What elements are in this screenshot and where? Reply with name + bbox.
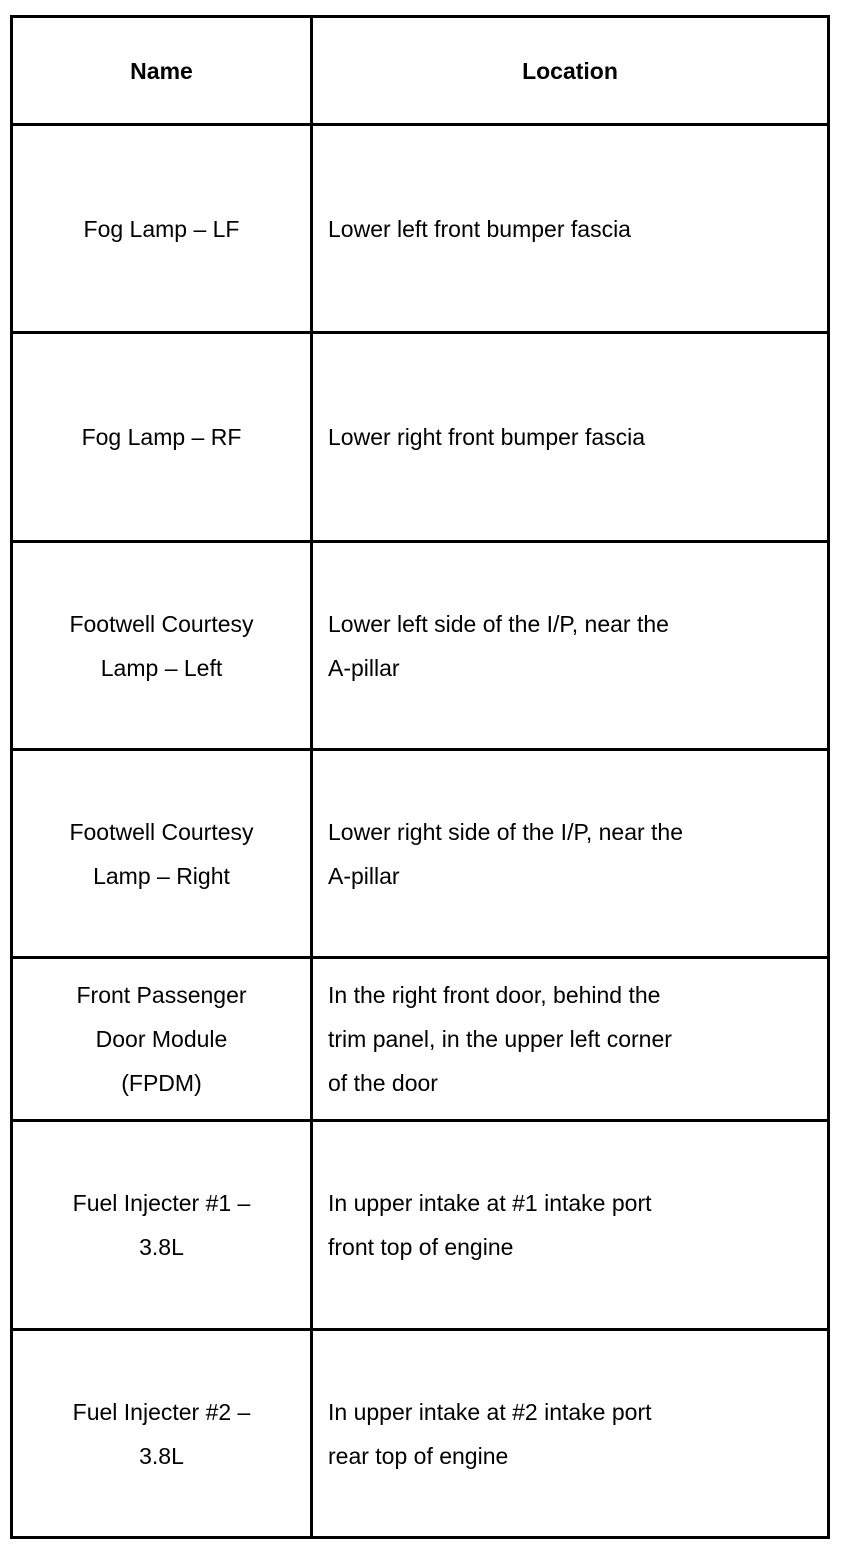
header-location: Location (312, 17, 829, 125)
table-row (12, 958, 829, 1121)
name-cell (12, 333, 312, 542)
name-cell (12, 750, 312, 958)
location-line: Lower right side of the I/P, near the (328, 818, 684, 845)
name-line: Lamp – Left (100, 654, 223, 681)
location-line: A-pillar (328, 654, 400, 681)
location-line: In upper intake at #2 intake port (328, 1398, 652, 1425)
location-cell (312, 542, 829, 750)
table-row (12, 1330, 829, 1538)
name-line: Fog Lamp – RF (81, 424, 242, 450)
table-row (12, 333, 829, 542)
location-line: rear top of engine (328, 1442, 509, 1469)
location-cell (312, 125, 829, 333)
location-line: In the right front door, behind the (328, 982, 661, 1008)
name-line: Footwell Courtesy (69, 818, 254, 845)
header-row (12, 17, 829, 125)
name-cell (12, 1121, 312, 1330)
name-line: Door Module (95, 1026, 228, 1052)
location-line: In upper intake at #1 intake port (328, 1190, 652, 1216)
name-cell (12, 125, 312, 333)
table-row (12, 542, 829, 750)
name-line: 3.8L (139, 1234, 184, 1260)
table-row (12, 1121, 829, 1330)
name-line: Front Passenger (76, 982, 247, 1008)
name-cell (12, 1330, 312, 1538)
location-cell (312, 750, 829, 958)
location-line: A-pillar (328, 862, 400, 889)
location-line: Lower right front bumper fascia (328, 424, 646, 450)
header-name: Name (12, 17, 312, 125)
name-line: Lamp – Right (93, 862, 230, 889)
location-cell (312, 1330, 829, 1538)
name-line: Footwell Courtesy (69, 610, 254, 637)
location-cell (312, 1121, 829, 1330)
name-line: Fuel Injecter #1 – (72, 1190, 251, 1216)
location-cell (312, 333, 829, 542)
table-row (12, 125, 829, 333)
name-cell (12, 542, 312, 750)
location-line: trim panel, in the upper left corner (328, 1026, 672, 1052)
location-line: Lower left front bumper fascia (328, 215, 631, 242)
name-line: Fuel Injecter #2 – (72, 1398, 251, 1425)
table-row (12, 750, 829, 958)
location-line: front top of engine (328, 1234, 514, 1260)
name-cell (12, 958, 312, 1121)
name-line: Fog Lamp – LF (83, 215, 240, 242)
component-location-table (10, 15, 830, 1539)
location-line: of the door (328, 1070, 438, 1096)
name-line: 3.8L (139, 1442, 184, 1469)
location-cell (312, 958, 829, 1121)
location-line: Lower left side of the I/P, near the (328, 610, 669, 637)
name-line: (FPDM) (121, 1070, 202, 1096)
